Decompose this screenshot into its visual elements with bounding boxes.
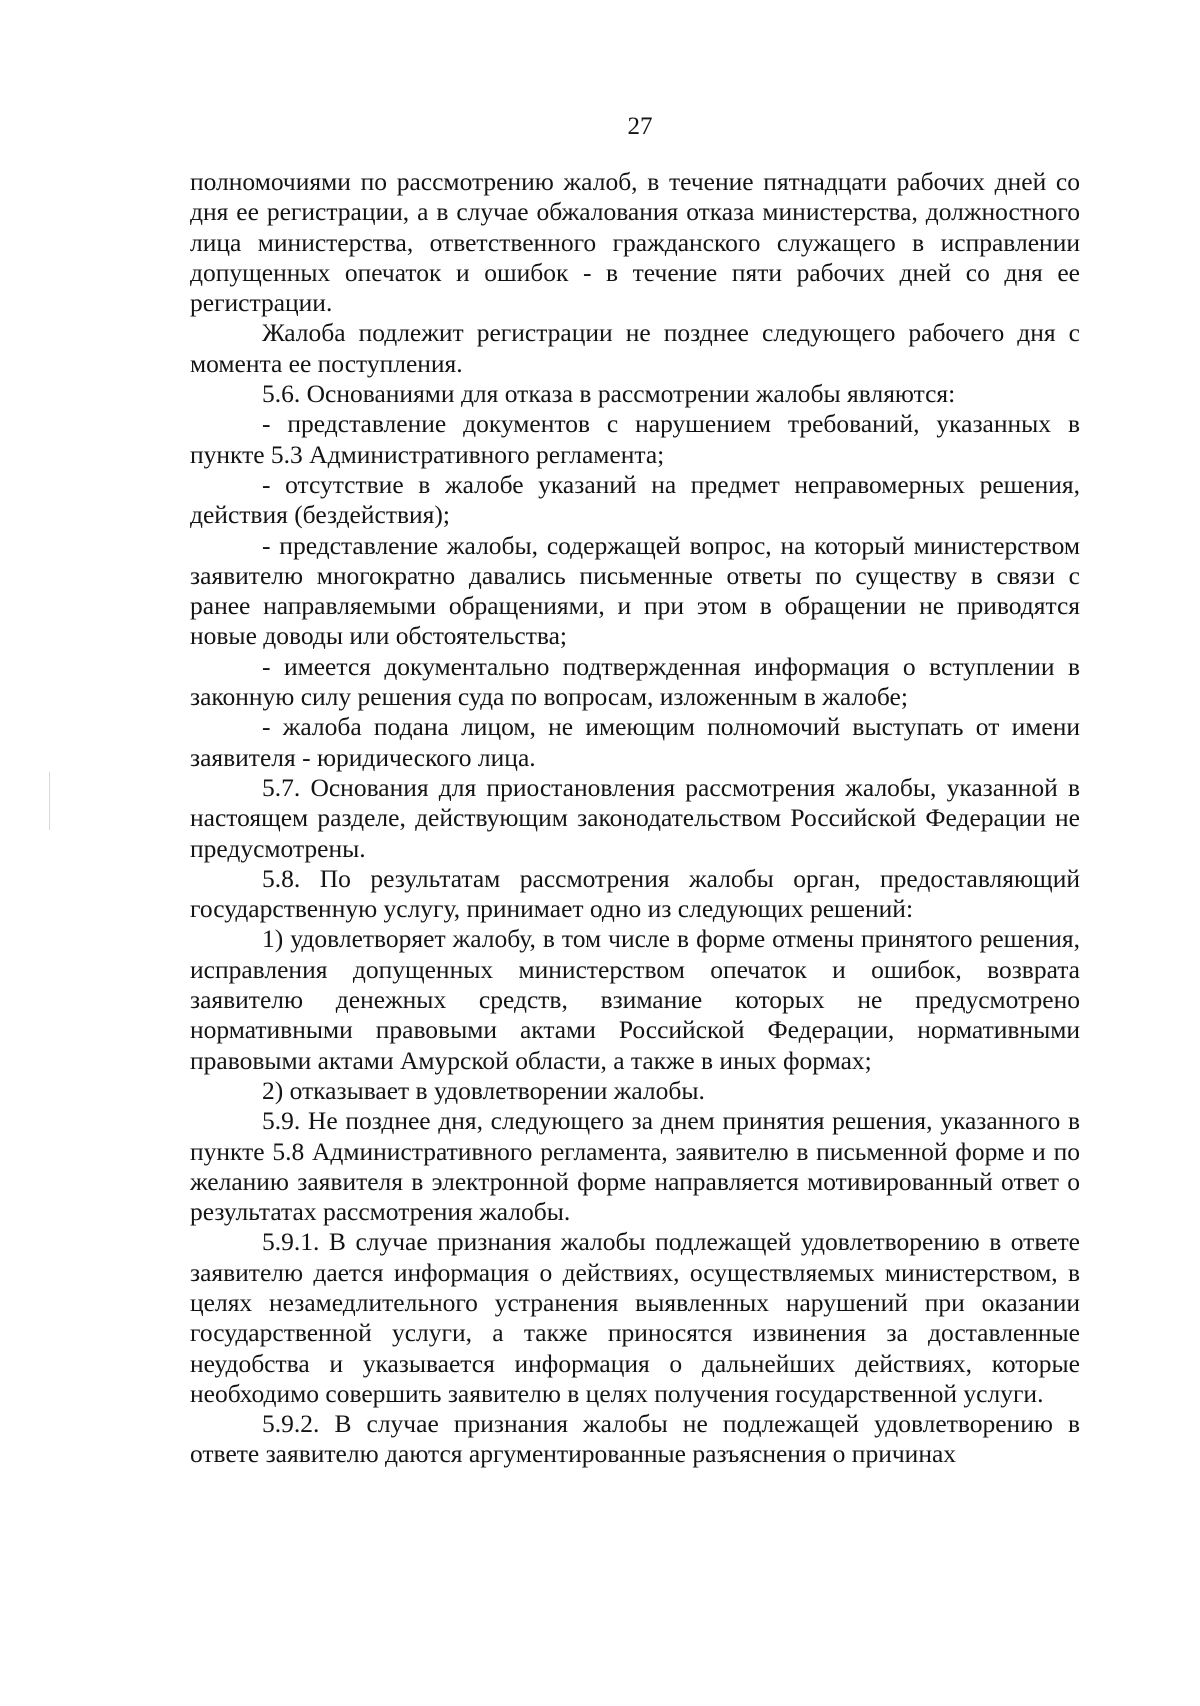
paragraph: 5.9.2. В случае признания жалобы не подлежащей удовлетворению в ответе заявителю даются аргументированные разъяснения о причинах <box>190 1409 1080 1469</box>
paragraph: - представление документов с нарушением требований, указанных в пункте 5.3 Административного регламента; <box>190 409 1080 469</box>
paragraph: - отсутствие в жалобе указаний на предмет неправомерных решения, действия (бездействия); <box>190 469 1080 530</box>
document-body <box>190 167 1080 1470</box>
paragraph: 5.8. По результатам рассмотрения жалобы орган, предоставляющий государственную услугу, принимает одно из следующих решений: <box>190 863 1080 924</box>
scan-margin-mark <box>49 772 50 830</box>
paragraph: Жалоба подлежит регистрации не позднее следующего рабочего дня с момента ее поступления. <box>190 318 1080 378</box>
paragraph: 5.9. Не позднее дня, следующего за днем принятия решения, указанного в пункте 5.8 Административного регламента, заявителю в письменной форме и по желанию заявителя в электронной форме направляется мотивированный ответ о результатах рассмотрения жалобы. <box>190 1106 1080 1227</box>
paragraph: - жалоба подана лицом, не имеющим полномочий выступать от имени заявителя - юридического лица. <box>190 712 1080 772</box>
paragraph: полномочиями по рассмотрению жалоб, в течение пятнадцати рабочих дней со дня ее регистрации, а в случае обжалования отказа министерства, должностного лица министерства, ответственного гражданского служащего в исправлении допущенных опечаток и ошибок - в течение пяти рабочих дней со дня ее регистрации. <box>190 167 1080 318</box>
paragraph: - имеется документально подтвержденная информация о вступлении в законную силу решения суда по вопросам, изложенным в жалобе; <box>190 651 1080 712</box>
paragraph: 5.9.1. В случае признания жалобы подлежащей удовлетворению в ответе заявителю дается информация о действиях, осуществляемых министерством, в целях незамедлительного устранения выявленных нарушений при оказании государственной услуги, а также приносятся извинения за доставленные неудобства и указывается информация о дальнейших действиях, которые необходимо совершить заявителю в целях получения государственной услуги. <box>190 1227 1080 1408</box>
page-number: 27 <box>627 113 653 140</box>
paragraph: 1) удовлетворяет жалобу, в том числе в форме отмены принятого решения, исправления допущенных министерством опечаток и ошибок, возврата заявителю денежных средств, взимание которых не предусмотрено нормативными правовыми актами Российской Федерации, нормативными правовыми актами Амурской области, а также в иных формах; <box>190 924 1080 1075</box>
paragraph: 5.6. Основаниями для отказа в рассмотрении жалобы являются: <box>262 379 956 409</box>
paragraph: 2) отказывает в удовлетворении жалобы. <box>262 1075 705 1105</box>
paragraph: - представление жалобы, содержащей вопрос, на который министерством заявителю многократно давались письменные ответы по существу в связи с ранее направляемыми обращениями, и при этом в обращении не приводятся новые доводы или обстоятельства; <box>190 530 1080 651</box>
paragraph: 5.7. Основания для приостановления рассмотрения жалобы, указанной в настоящем разделе, действующим законодательством Российской Федерации не предусмотрены. <box>190 772 1080 863</box>
